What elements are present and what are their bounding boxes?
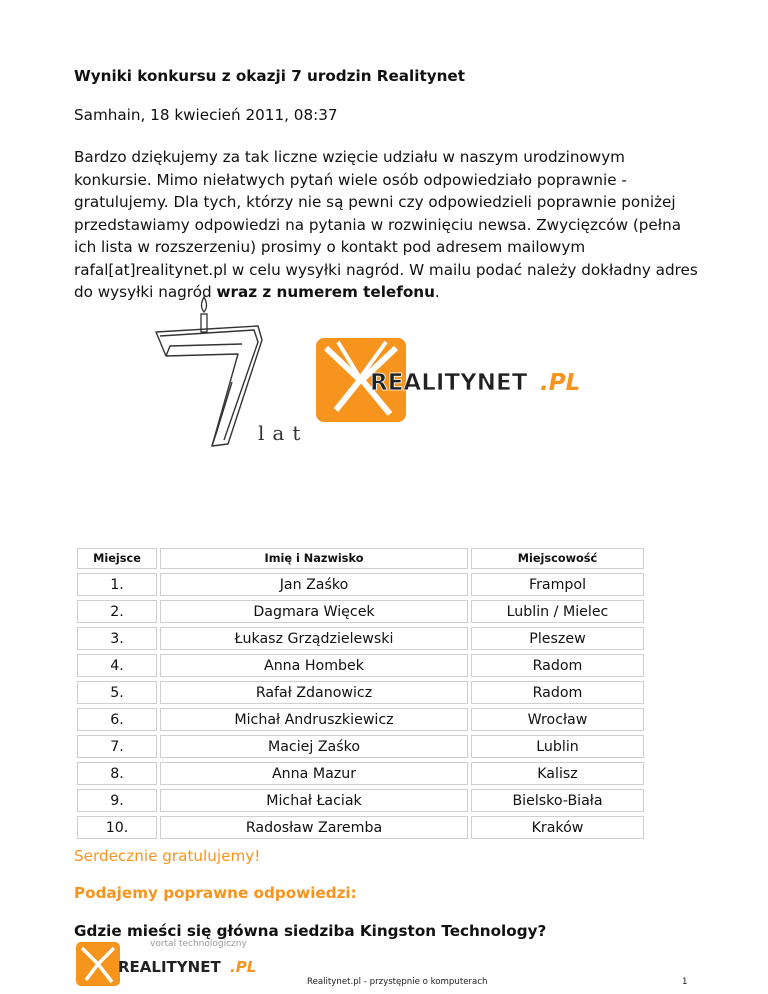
footer-logo — [74, 932, 284, 992]
intro-bold: wraz z numerem telefonu — [216, 283, 435, 301]
cell-name: Anna Hombek — [160, 654, 468, 677]
logo-suffix: .PL — [540, 370, 581, 396]
table-row — [77, 708, 644, 731]
anniversary-banner — [150, 294, 610, 454]
cell-city: Wrocław — [471, 708, 644, 731]
lat-label: lat — [258, 421, 309, 445]
cell-name: Dagmara Więcek — [160, 600, 468, 623]
table-row — [77, 789, 644, 812]
article-intro — [74, 146, 698, 304]
cell-place: 8. — [77, 762, 157, 785]
table-row — [77, 735, 644, 758]
header-place: Miejsce — [77, 548, 157, 569]
answers-heading: Podajemy poprawne odpowiedzi: — [74, 884, 357, 902]
footer-logo-suffix: .PL — [230, 958, 257, 976]
table-header-row — [77, 548, 644, 569]
cell-place: 5. — [77, 681, 157, 704]
cell-city: Lublin — [471, 735, 644, 758]
cell-place: 6. — [77, 708, 157, 731]
cell-city: Radom — [471, 654, 644, 677]
table-row — [77, 654, 644, 677]
logo-text: REALITYNET — [370, 370, 528, 396]
cell-name: Maciej Zaśko — [160, 735, 468, 758]
cell-city: Lublin / Mielec — [471, 600, 644, 623]
intro-end: . — [434, 283, 440, 301]
header-city: Miejscowość — [471, 548, 644, 569]
winners-table — [74, 544, 647, 843]
cell-city: Kraków — [471, 816, 644, 839]
candle-icon — [201, 297, 207, 332]
table-row — [77, 816, 644, 839]
table-row — [77, 627, 644, 650]
article-byline: Samhain, 18 kwiecień 2011, 08:37 — [74, 106, 338, 124]
table-row — [77, 600, 644, 623]
seven-sketch-icon — [156, 326, 262, 446]
cell-city: Radom — [471, 681, 644, 704]
cell-place: 10. — [77, 816, 157, 839]
cell-city: Kalisz — [471, 762, 644, 785]
header-name: Imię i Nazwisko — [160, 548, 468, 569]
table-row — [77, 573, 644, 596]
footer-logo-text: REALITYNET — [118, 958, 221, 976]
footer-text: Realitynet.pl - przystępnie o komputerach — [307, 977, 488, 987]
question-heading: Gdzie mieści się główna siedziba Kingston Technology? — [74, 922, 547, 940]
page-number: 1 — [682, 977, 688, 987]
cell-city: Frampol — [471, 573, 644, 596]
cell-place: 7. — [77, 735, 157, 758]
cell-name: Anna Mazur — [160, 762, 468, 785]
cell-place: 1. — [77, 573, 157, 596]
cell-place: 4. — [77, 654, 157, 677]
congrats-text: Serdecznie gratulujemy! — [74, 847, 261, 865]
cell-city: Bielsko-Biała — [471, 789, 644, 812]
cell-place: 9. — [77, 789, 157, 812]
article-title: Wyniki konkursu z okazji 7 urodzin Realitynet — [74, 67, 465, 85]
footer-logo-icon — [76, 942, 120, 986]
table-row — [77, 681, 644, 704]
cell-name: Łukasz Grządzielewski — [160, 627, 468, 650]
cell-name: Michał Łaciak — [160, 789, 468, 812]
cell-name: Radosław Zaremba — [160, 816, 468, 839]
cell-name: Rafał Zdanowicz — [160, 681, 468, 704]
intro-text: Bardzo dziękujemy za tak liczne wzięcie udziału w naszym urodzinowym konkursie. Mimo niełatwych pytań wiele osób odpowiedziało poprawnie - gratulujemy. Dla tych, którzy nie są pewni czy odpowiedzieli poprawnie poniżej przedstawiamy odpowiedzi na pytania w rozwinięciu newsa. Zwycięzców (pełna ich lista w rozszerzeniu) prosimy o kontakt pod adresem mailowym rafal[at]realitynet.pl w celu wysyłki nagród. W mailu podać należy dokładny adres do wysyłki nagród — [74, 148, 698, 301]
cell-city: Pleszew — [471, 627, 644, 650]
footer-logo-tagline: vortal technologiczny — [150, 939, 247, 949]
cell-place: 3. — [77, 627, 157, 650]
cell-name: Jan Zaśko — [160, 573, 468, 596]
table-row — [77, 762, 644, 785]
cell-name: Michał Andruszkiewicz — [160, 708, 468, 731]
cell-place: 2. — [77, 600, 157, 623]
